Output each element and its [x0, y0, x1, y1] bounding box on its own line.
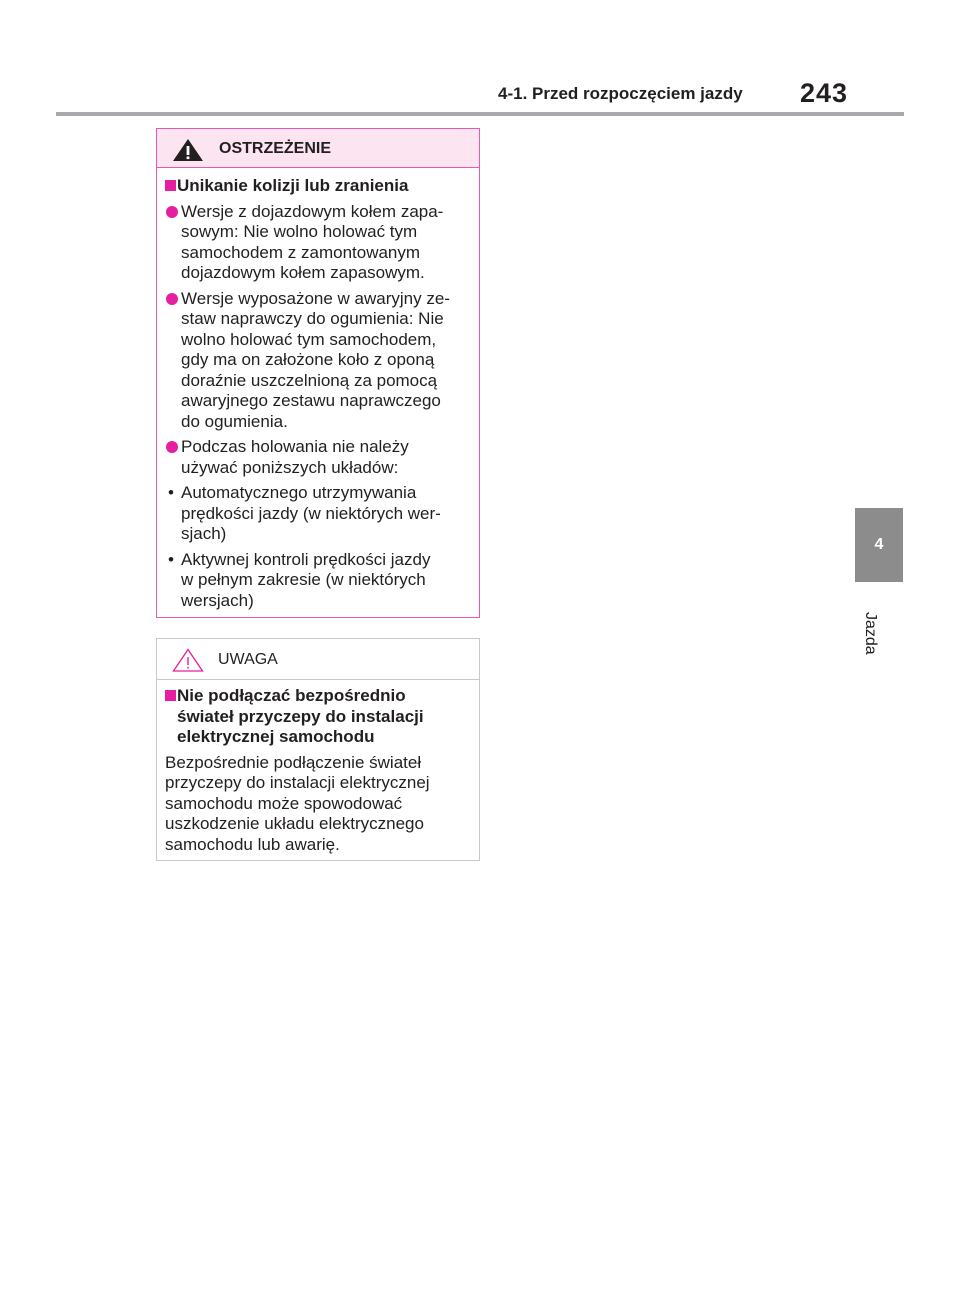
notice-title: UWAGA [218, 651, 278, 668]
warning-triangle-filled-icon [171, 137, 205, 163]
warning-content [165, 176, 471, 611]
warning-subitem: • Automatycznego utrzymywania prędkości jazdy (w niektórych wer- sjach) [168, 483, 441, 543]
bullet-glyph: • [168, 483, 174, 502]
notice-heading: Nie podłączać bezpośrednio świateł przyczepy do instalacji elektrycznej samochodu [165, 686, 471, 748]
section-title: 4-1. Przed rozpoczęciem jazdy [498, 84, 743, 103]
notice-content [165, 686, 471, 855]
chapter-label: Jazda [862, 612, 879, 655]
warning-title: OSTRZEŻENIE [219, 140, 332, 157]
notice-box [156, 638, 480, 861]
warning-item: Podczas holowania nie należy używać poniższych układów: [165, 437, 471, 478]
chapter-number: 4 [874, 536, 884, 553]
warning-item: Wersje z dojazdowym kołem zapa- sowym: Nie wolno holować tym samochodem z zamontowanym dojazdowym kołem zapasowym. [165, 202, 471, 284]
bullet-glyph: • [168, 549, 174, 569]
page-number: 243 [800, 78, 849, 108]
chapter-tab[interactable] [855, 508, 903, 582]
warning-subitem: • Aktywnej kontroli prędkości jazdy w pełnym zakresie (w niektórych wersjach) [168, 549, 431, 610]
header-divider [56, 112, 904, 116]
circle-bullet-icon [166, 441, 178, 453]
circle-bullet-icon [166, 206, 178, 218]
warning-box [156, 128, 480, 618]
notice-paragraph: Bezpośrednie podłączenie świateł przyczepy do instalacji elektrycznej samochodu może spowodować uszkodzenie układu elektrycznego samochodu lub awarię. [165, 752, 430, 854]
caution-triangle-outline-icon [171, 647, 205, 673]
square-marker-icon [165, 690, 176, 701]
square-marker-icon [165, 180, 176, 191]
circle-bullet-icon [166, 293, 178, 305]
warning-item: Wersje wyposażone w awaryjny ze- staw naprawczy do ogumienia: Nie wolno holować tym samochodem, gdy ma on założone koło z oponą doraźnie uszczelnioną za pomocą awaryjnego zestawu naprawczego do ogumienia. [165, 289, 471, 433]
warning-header [157, 129, 479, 168]
warning-heading: Unikanie kolizji lub zranienia [165, 176, 471, 197]
notice-header [157, 639, 479, 680]
